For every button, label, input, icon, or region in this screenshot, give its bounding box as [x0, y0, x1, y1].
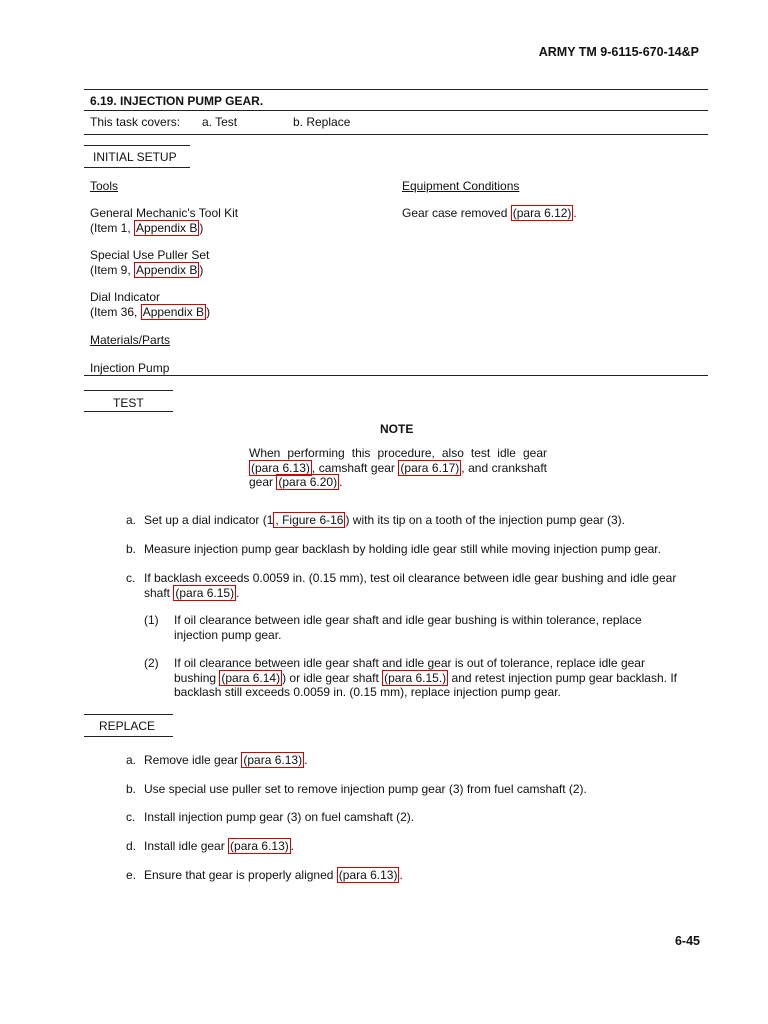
substep-label: (2)	[144, 656, 159, 670]
tool-item: Dial Indicator (Item 36, Appendix B )	[90, 290, 211, 319]
materials-heading: Materials/Parts	[90, 333, 171, 347]
para-link[interactable]: (para 6.13)	[243, 753, 303, 767]
task-covers-label: This task covers:	[90, 115, 181, 129]
equipment-condition: Gear case removed (para 6.12) .	[402, 206, 577, 220]
note-text: When performing this procedure, also test idle gear (para 6.13) , camshaft gear (para 6.17) , and crankshaft gear (para 6.20) .	[249, 446, 548, 489]
appendix-link[interactable]: Appendix B	[142, 304, 205, 319]
test-substep-1: If oil clearance between idle gear shaft and idle gear bushing is within tolerance, replace injection pump gear.	[174, 613, 642, 642]
step-label: a.	[126, 753, 137, 767]
para-link[interactable]: (para 6.20)	[278, 475, 338, 489]
document-id: ARMY TM 9-6115-670-14&P	[538, 45, 699, 59]
step-label: e.	[126, 868, 137, 882]
substep-label: (1)	[144, 613, 159, 627]
heading-rule	[84, 390, 173, 391]
heading-rule	[84, 714, 173, 715]
replace-step-a: Remove idle gear (para 6.13) .	[144, 753, 308, 767]
appendix-link[interactable]: Appendix B	[136, 262, 198, 277]
task-covers-replace: b. Replace	[293, 115, 351, 129]
test-step-b: Measure injection pump gear backlash by holding idle gear still while moving injection pump gear.	[144, 542, 661, 556]
divider	[84, 134, 708, 135]
para-link[interactable]: (para 6.17)	[400, 460, 460, 475]
tools-heading: Tools	[90, 179, 119, 193]
replace-step-e: Ensure that gear is properly aligned (para 6.13) .	[144, 868, 403, 882]
step-label: b.	[126, 782, 137, 796]
para-link[interactable]: (para 6.14)	[221, 670, 281, 685]
tool-name: General Mechanic's Tool Kit	[90, 206, 239, 220]
test-substep-2: If oil clearance between idle gear shaft and idle gear is out of tolerance, replace idle gear bushing (para 6.14) ) or idle gear shaft (para 6.15.) and retest injection pump gear backlash. If backlash still exceeds 0.0059 in. (0.15 mm), replace injection pump gear.	[174, 656, 677, 699]
appendix-link[interactable]: Appendix B	[136, 220, 198, 235]
tool-item: General Mechanic's Tool Kit (Item 1, Appendix B )	[90, 206, 239, 235]
materials-item: Injection Pump	[90, 361, 170, 375]
para-link[interactable]: (para 6.13)	[251, 460, 310, 475]
figure-link[interactable]: , Figure 6-16	[275, 513, 344, 527]
replace-step-d: Install idle gear (para 6.13) .	[144, 839, 295, 853]
heading-rule	[84, 411, 173, 412]
note-heading: NOTE	[380, 422, 414, 436]
step-label: b.	[126, 542, 137, 556]
tool-name: Special Use Puller Set	[90, 248, 210, 262]
divider	[84, 89, 708, 90]
tool-item: Special Use Puller Set (Item 9, Appendix B )	[90, 248, 210, 277]
step-label: a.	[126, 513, 137, 527]
test-heading: TEST	[113, 396, 144, 410]
task-covers-test: a. Test	[202, 115, 238, 129]
equipment-conditions-heading: Equipment Conditions	[402, 179, 520, 193]
divider	[84, 110, 708, 111]
replace-step-b: Use special use puller set to remove injection pump gear (3) from fuel camshaft (2).	[144, 782, 587, 796]
para-link[interactable]: (para 6.15)	[175, 585, 235, 600]
heading-rule	[84, 145, 190, 146]
test-step-c: If backlash exceeds 0.0059 in. (0.15 mm), test oil clearance between idle gear bushing and idle gear shaft (para 6.15) .	[144, 571, 677, 600]
heading-rule	[84, 736, 173, 737]
step-label: c.	[126, 810, 136, 824]
heading-rule	[84, 167, 190, 168]
replace-step-c: Install injection pump gear (3) on fuel camshaft (2).	[144, 810, 415, 824]
step-label: c.	[126, 571, 136, 585]
para-link[interactable]: (para 6.12)	[512, 206, 572, 220]
page-number: 6-45	[674, 934, 700, 948]
test-step-a: Set up a dial indicator (1 , Figure 6-16 ) with its tip on a tooth of the injection pump gear (3).	[144, 513, 625, 527]
tool-name: Dial Indicator	[90, 290, 161, 304]
initial-setup-heading: INITIAL SETUP	[93, 150, 177, 164]
divider	[84, 375, 708, 376]
para-link[interactable]: (para 6.15.)	[384, 670, 447, 685]
step-label: d.	[126, 839, 137, 853]
replace-heading: REPLACE	[99, 719, 156, 733]
para-link[interactable]: (para 6.13)	[338, 868, 398, 882]
section-title: 6.19. INJECTION PUMP GEAR.	[90, 94, 264, 108]
para-link[interactable]: (para 6.13)	[230, 839, 289, 853]
